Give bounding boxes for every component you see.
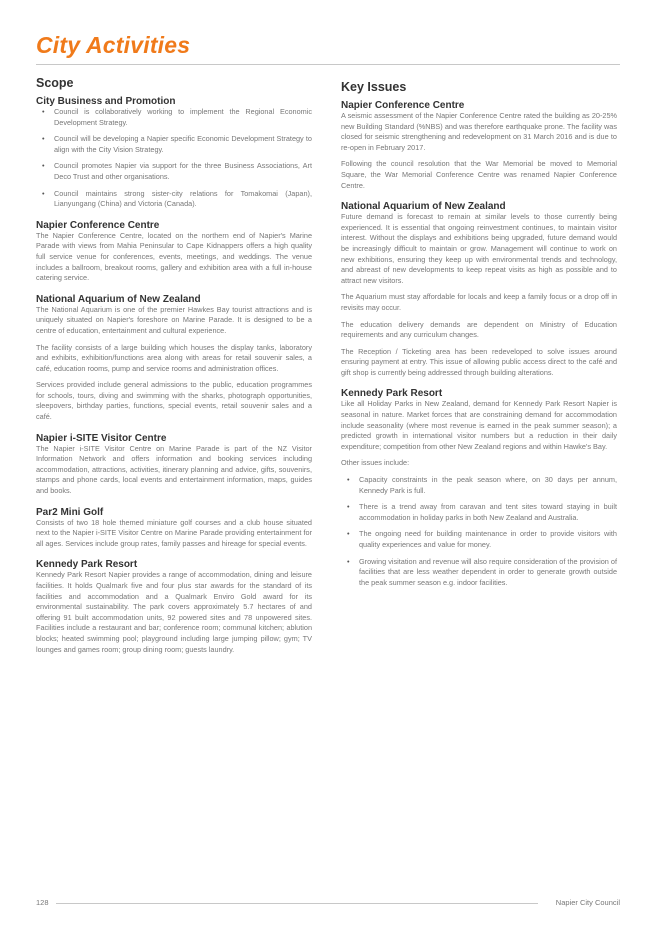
par2-section (36, 507, 312, 550)
kennedy-issues-section (341, 388, 617, 588)
city-business-section (36, 96, 312, 210)
city-business-list (36, 107, 312, 210)
page-title: City Activities (36, 32, 191, 58)
section-heading: Kennedy Park Resort (341, 388, 443, 400)
right-column (341, 80, 617, 598)
footer-divider (56, 903, 538, 904)
paragraph: The education delivery demands are dependent on Ministry of Education requirements and any curriculum changes. (341, 319, 617, 340)
aquarium-scope-section (36, 294, 312, 423)
kennedy-scope-section (36, 559, 312, 655)
paragraph: The Reception / Ticketing area has been redeveloped to solve issues around ensuring payment at entry. This issue of allowing public access direct to the café and gift shop is currently being addressed through building alterations. (341, 346, 617, 377)
section-heading: Par2 Mini Golf (36, 506, 104, 518)
kennedy-issues-list (341, 475, 617, 588)
paragraph: The Napier Conference Centre, located on the northern end of Napier's Marine Parade with views from Mahia Peninsular to Cape Kidnappers offers a high quality full service venue for conferences, events, meetings, and weddings. The venue includes a ballroom, breakout rooms, gallery and exhibition area with a full in-house catering service. (36, 230, 312, 283)
paragraph: Consists of two 18 hole themed miniature golf courses and a club house situated next to the Napier i-SITE Visitor Centre on Marine Parade providing entertainment for all ages. Services include group rates, family passes and hireage for special events. (36, 517, 312, 548)
list-item: • The ongoing need for building maintenance in order to provide visitors with quality experiences and value for money. (341, 529, 617, 550)
section-heading: Napier Conference Centre (341, 100, 465, 111)
conference-scope-section (36, 220, 312, 284)
paragraph: A seismic assessment of the Napier Conference Centre rated the building as 20-25% new Building Standard (%NBS) and was therefore earthquake prone. The facility was closed for seismic strengthening and redevelopment on 31 March 2016 and is due to re-open in February 2017. (341, 111, 617, 152)
paragraph: Kennedy Park Resort Napier provides a range of accommodation, dining and leisure facilities. It holds Qualmark five and four plus star awards for the standard of its facilities and accommodation and a Qualmark Enviro Gold award for its environmental sustainability. The park covers approximately 5.7 hectares of and offering 91 built accommodation units, 92 powered sites and 78 unpowered sites. Facilities include a restaurant and bar; conference room; communal kitchen; ablution blocks; heated swimming pool; playground including large jumping pillow; gym; TV lounges and games room; group dining room; guests laundry. (36, 570, 312, 654)
footer-organisation: Napier City Council (555, 898, 620, 907)
section-heading: Napier Conference Centre (36, 219, 160, 231)
section-heading: National Aquarium of New Zealand (341, 201, 506, 213)
key-issues-heading: Key Issues (341, 80, 407, 94)
list-item: • Council will be developing a Napier specific Economic Development Strategy to align with the City Vision Strategy. (36, 134, 312, 155)
paragraph: Future demand is forecast to remain at similar levels to those currently being experienced. It is essential that ongoing reinvestment continues, to maintain visitor interest. Without the displays and exhibitions being upgraded, future demand would be increasingly difficult to maintain or grow. Management will continue to work on new exhibitions, ensuring they keep up with environmental trends and technology, and abreast of new developments to keep repeat visits as high as possible and to attract new visitors. (341, 212, 617, 285)
section-heading: City Business and Promotion (36, 96, 176, 107)
paragraph: The Aquarium must stay affordable for locals and keep a family focus or a drop off in revisits may occur. (341, 292, 617, 312)
section-heading: Napier i-SITE Visitor Centre (36, 432, 167, 444)
list-item: • Council is collaboratively working to implement the Regional Economic Development Strategy. (36, 107, 312, 128)
page-number: 128 (36, 898, 49, 907)
paragraph: Other issues include: (341, 458, 410, 468)
section-heading: Kennedy Park Resort (36, 559, 138, 571)
paragraph: Following the council resolution that the War Memorial be moved to Memorial Square, the War Memorial Conference Centre was renamed Napier Conference Centre. (341, 159, 617, 190)
paragraph: The National Aquarium is one of the premier Hawkes Bay tourist attractions and is uniquely situated on Napier's foreshore on Marine Parade. It is designed to be a centre of education, entertainment and cultural experience. (36, 304, 312, 335)
isite-section (36, 433, 312, 497)
list-item: • Council promotes Napier via support for the three Business Associations, Art Deco Trust and other organisations. (36, 161, 312, 182)
list-item: • Capacity constraints in the peak season where, on 30 days per annum, Kennedy Park is full. (341, 475, 617, 496)
paragraph: Like all Holiday Parks in New Zealand, demand for Kennedy Park Resort Napier is seasonal in nature. Market forces that are constraining demand for accommodation include seasonality (where most revenue is earned in the peak summer season); a predicted growth in international visitor numbers but a reduction in their daily expenditure; competition from other New Zealand regions and within Hawke's Bay. (341, 399, 617, 451)
list-item: • There is a trend away from caravan and tent sites toward staying in built accommodation in holiday parks in both New Zealand and Australia. (341, 502, 617, 523)
list-item: • Council maintains strong sister-city relations for Tomakomai (Japan), Lianyungang (China) and Victoria (Canada). (36, 189, 312, 210)
list-item: • Growing visitation and revenue will also require consideration of the provision of facilities that are less weather dependent in order to generate growth outside the peak summer season e.g. indoor facilities. (341, 557, 617, 589)
paragraph: The facility consists of a large building which houses the display tanks, laboratory and exhibits, exhibition/functions area along with areas for retail souvenir sales, a café, education rooms, pump and service rooms and administration offices. (36, 342, 312, 373)
scope-heading: Scope (36, 76, 74, 90)
paragraph: Services provided include general admissions to the public, education programmes for schools, tours, diving and swimming with the sharks, photograph opportunities, sleepovers, birthday parties, functions, special events, retail souvenir sales and a café. (36, 380, 312, 422)
paragraph: The Napier i-SITE Visitor Centre on Marine Parade is part of the NZ Visitor Information Network and offers information and booking services including accommodation, attractions, activities, itinerary planning and advice, gifts, souvenirs, stamps and phone cards, local events and entertainment information, maps, guides and books. (36, 443, 312, 496)
left-column (36, 76, 312, 665)
aquarium-issues-section (341, 201, 617, 378)
section-heading: National Aquarium of New Zealand (36, 293, 201, 305)
conference-issues-section (341, 100, 617, 191)
title-divider (36, 64, 620, 65)
